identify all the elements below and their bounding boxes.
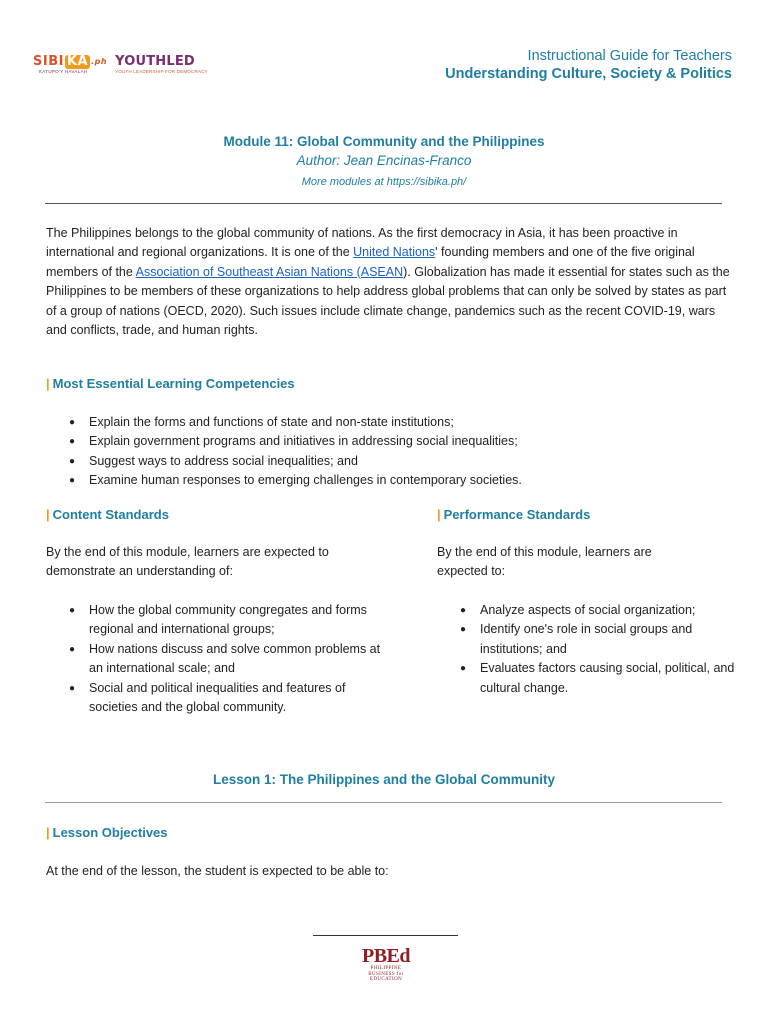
list-item: ● Evaluates factors causing social, political, and cultural change. [437, 659, 737, 698]
lesson-objectives-heading [46, 824, 168, 842]
melc-heading-text: Most Essential Learning Competencies [52, 376, 295, 391]
pbed-logo [358, 946, 414, 983]
intro-text-2: ' founding members and one of the five original members of the [46, 245, 695, 279]
performance-standards-intro-line: expected to: [437, 564, 506, 579]
content-standards-heading-text: Content Standards [52, 507, 169, 522]
sibika-logo-word: SIBI [33, 54, 64, 69]
sibika-logo-tagline: KATUPO'Y HAVALAH [39, 69, 88, 74]
pbed-logo-tagline: EDUCATION [369, 977, 403, 982]
pbed-logo-word: PBEd [361, 945, 411, 967]
list-item: ● Suggest ways to address social inequalities; and [46, 452, 736, 471]
content-standards-list [46, 601, 391, 717]
more-modules-link[interactable]: More modules at https://sibika.ph/ [301, 176, 467, 188]
sibika-logo [33, 55, 107, 75]
intro-paragraph [46, 224, 731, 340]
list-item: ● Examine human responses to emerging challenges in contemporary societies. [46, 471, 736, 490]
footer-divider [313, 935, 458, 936]
melc-heading [46, 375, 295, 393]
course-line: Understanding Culture, Society & Politics [445, 66, 732, 82]
list-item: ● How nations discuss and solve common problems at an international scale; and [46, 640, 391, 679]
lesson-divider [45, 802, 722, 803]
section-bar: | [437, 507, 441, 522]
section-bar: | [46, 507, 50, 522]
header-logos [33, 50, 208, 80]
list-item: ● Explain the forms and functions of state and non-state institutions; [46, 413, 736, 432]
performance-standards-intro-line: By the end of this module, learners are [437, 545, 652, 559]
united-nations-link[interactable]: United Nations [353, 245, 436, 260]
list-item: ● Identify one's role in social groups and institutions; and [437, 620, 737, 659]
intro-text-1: The Philippines belongs to the global community of nations. As the first democracy in Asia, it has been proactive in international and regional organizations. It is one of the [46, 226, 678, 260]
sibika-logo-ka: KA [66, 54, 89, 69]
youthled-logo-tagline: YOUTH LEADERSHIP FOR DEMOCRACY [115, 69, 208, 74]
performance-standards-heading-text: Performance Standards [443, 507, 591, 522]
lesson-objectives-heading-text: Lesson Objectives [52, 825, 168, 840]
author-line: Author: Jean Encinas-Franco [296, 153, 472, 168]
asean-link[interactable]: Association of Southeast Asian Nations (ASEAN [135, 264, 404, 279]
pbed-logo-tagline: BUSINESS for [368, 971, 404, 977]
list-item: ● Social and political inequalities and features of societies and the global community. [46, 679, 391, 718]
lesson-title: Lesson 1: The Philippines and the Global Community [212, 772, 556, 787]
list-item: ● How the global community congregates and forms regional and international groups; [46, 601, 391, 640]
header-titles [445, 47, 732, 84]
youthled-logo [115, 55, 208, 75]
lesson-objectives-intro: At the end of the lesson, the student is expected to be able to: [46, 864, 389, 878]
guide-line: Instructional Guide for Teachers [527, 48, 732, 64]
list-item: ● Explain government programs and initiatives in addressing social inequalities; [46, 432, 736, 451]
content-standards-intro [46, 543, 386, 582]
intro-text-3: ). Globalization has made it essential for states such as the Philippines to be members of these organizations to help address global problems that can only be solved by states as part of a group of nations (OECD, 2020). Such issues include climate change, pandemics such as the recent COVID-19, wars and conflicts, trade, and human rights. [46, 264, 730, 338]
section-bar: | [46, 376, 50, 391]
pbed-logo-tagline: PHILIPPINE [370, 966, 402, 971]
title-block [0, 133, 768, 192]
list-item: ● Analyze aspects of social organization; [437, 601, 737, 620]
content-standards-heading [46, 506, 169, 524]
sibika-logo-ph: .ph [91, 57, 108, 66]
youthled-logo-word: YOUTHLED [115, 54, 195, 69]
module-title: Module 11: Global Community and the Philippines [223, 134, 545, 149]
content-standards-intro-line: By the end of this module, learners are expected to [46, 545, 329, 559]
performance-standards-intro [437, 543, 737, 582]
section-bar: | [46, 825, 50, 840]
content-standards-intro-line: demonstrate an understanding of: [46, 564, 233, 579]
title-divider [45, 203, 722, 204]
performance-standards-heading [437, 506, 590, 524]
performance-standards-list [437, 601, 737, 698]
melc-list [46, 413, 736, 491]
